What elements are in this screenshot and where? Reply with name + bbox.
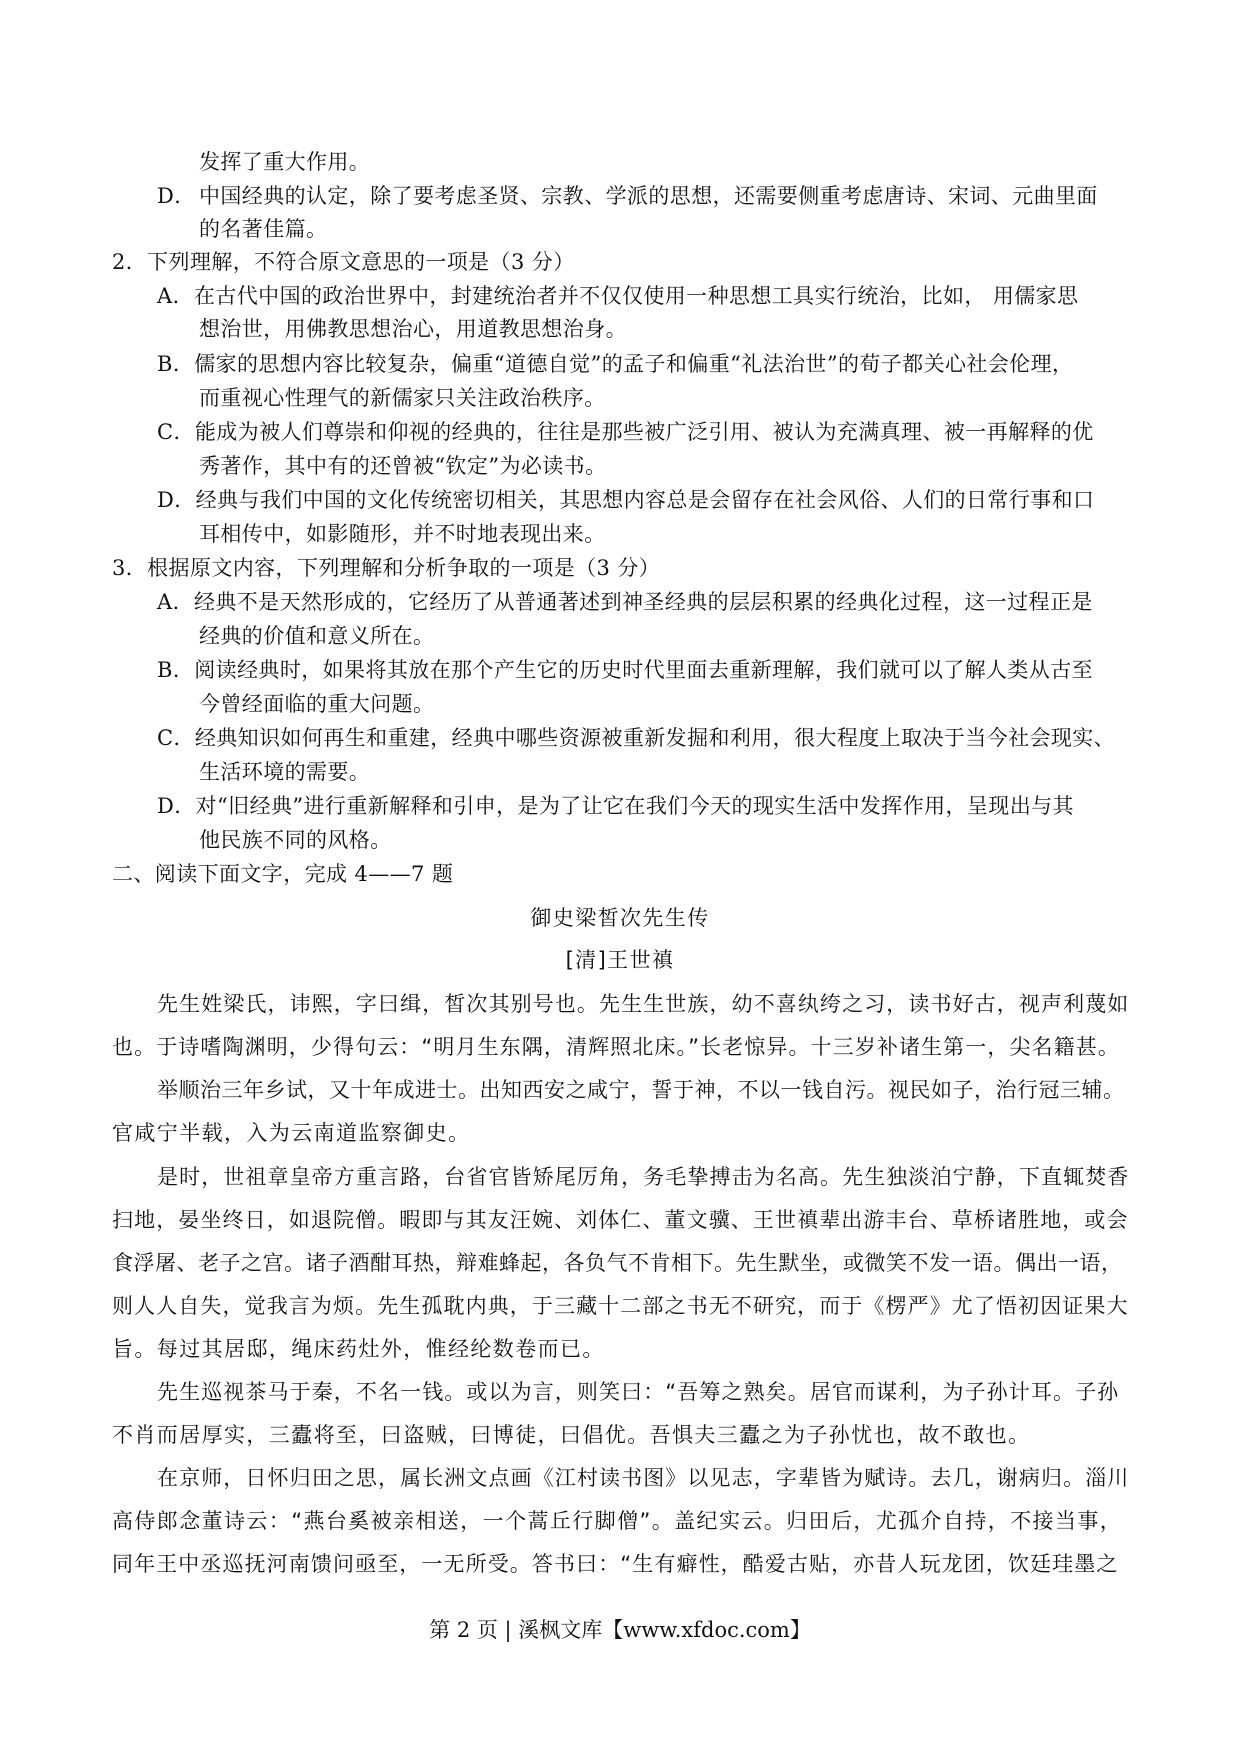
passage-line: 也。于诗嗜陶渊明，少得句云：“明月生东隅，清辉照北床。”长老惊异。十三岁补诸生第一，尖名籍甚。	[112, 1035, 1120, 1059]
q1-option-d-letter: D．	[157, 184, 196, 208]
q2-option-b-line1: B．儒家的思想内容比较复杂，偏重“道德自觉”的孟子和偏重“礼法治世”的荀子都关心社会伦理，	[157, 352, 1074, 376]
passage-author: [清]王世禛	[565, 948, 675, 972]
q3-option-c-line1: C．经典知识如何再生和重建，经典中哪些资源被重新发掘和利用，很大程度上取决于当今社会现实、	[157, 726, 1116, 750]
passage-line: 先生巡视茶马于秦，不名一钱。或以为言，则笑曰：“吾筹之熟矣。居官而谋利，为子孙计耳。子孙	[157, 1380, 1120, 1404]
q2-option-d-line1: D．经典与我们中国的文化传统密切相关，其思想内容总是会留存在社会风俗、人们的日常行事和口	[157, 488, 1095, 512]
q3-option-a-line1: A．经典不是天然形成的，它经历了从普通著述到神圣经典的层层积累的经典化过程，这一过程正是	[157, 590, 1093, 614]
passage-line: 是时，世祖章皇帝方重言路，台省官皆矫尾厉角，务毛挚搏击为名高。先生独淡泊宁静，下直辄焚香	[157, 1165, 1130, 1189]
q3-option-d-line1: D．对“旧经典”进行重新解释和引申，是为了让它在我们今天的现实生活中发挥作用，呈现出与其	[157, 794, 1074, 818]
q2-option-c-line1: C．能成为被人们尊崇和仰视的经典的，往往是那些被广泛引用、被认为充满真理、被一再解释的优	[157, 420, 1094, 444]
q3-option-b-line1: B．阅读经典时，如果将其放在那个产生它的历史时代里面去重新理解，我们就可以了解人类从古至	[157, 658, 1094, 682]
q2-option-a-line1: A．在古代中国的政治世界中，封建统治者并不仅仅使用一种思想工具实行统治，比如， 用儒家思	[157, 284, 1079, 308]
passage-line: 则人人自失，觉我言为烦。先生孤耽内典，于三藏十二部之书无不研究，而于《楞严》尤了悟初因证果大	[112, 1294, 1129, 1318]
passage-title: 御史梁皙次先生传	[530, 906, 710, 930]
q3-option-d-line2: 他民族不同的风格。	[199, 828, 392, 852]
passage-line: 不肖而居厚实，三蠹将至，曰盗贼，曰博徒，曰倡优。吾惧夫三蠹之为子孙忧也，故不敢也。	[112, 1423, 1031, 1447]
q3-option-c-line2: 生活环境的需要。	[199, 760, 371, 784]
q3-option-b-line2: 今曾经面临的重大问题。	[199, 692, 435, 716]
passage-line: 在京师，日怀归田之思，属长洲文点画《江村读书图》以见志，字辈皆为赋诗。去几，谢病归。淄川	[157, 1466, 1130, 1490]
passage-line: 官咸宁半载，入为云南道监察御史。	[112, 1121, 471, 1145]
q3-stem: 3．根据原文内容，下列理解和分析争取的一项是（3 分）	[112, 556, 661, 580]
passage-line: 高侍郎念董诗云：“燕台奚被亲相送，一个蒿丘行脚僧”。盖纪实云。归田后，尤孤介自持，不接当事，	[112, 1509, 1123, 1533]
passage-line: 先生姓梁氏，讳熙，字曰缉，皙次其别号也。先生生世族，幼不喜纨绔之习，读书好古，视声利蔑如	[157, 992, 1130, 1016]
passage-line: 食浮屠、老子之宫。诸子酒酣耳热，辩难蜂起，各负气不肯相下。先生默坐，或微笑不发一语。偶出一语，	[112, 1251, 1123, 1275]
passage-line: 举顺治三年乡试，又十年成进士。出知西安之咸宁，誓于神，不以一钱自污。视民如子，治行冠三辅。	[157, 1078, 1125, 1102]
section2-heading: 二、阅读下面文字，完成 4——7 题	[112, 862, 454, 886]
q1-option-d-line1: 中国经典的认定，除了要考虑圣贤、宗教、学派的思想，还需要侧重考虑唐诗、宋词、元曲里面	[199, 184, 1098, 208]
q2-option-a-line2: 想治世，用佛教思想治心，用道教思想治身。	[199, 317, 627, 341]
q2-option-b-line2: 而重视心性理气的新儒家只关注政治秩序。	[199, 386, 606, 410]
passage-line: 旨。每过其居邸，绳床药灶外，惟经纶数卷而已。	[112, 1337, 605, 1361]
page-footer: 第 2 页 | 溪枫文库【www.xfdoc.com】	[429, 1618, 811, 1642]
passage-line: 同年王中丞巡抚河南馈问亟至，一无所受。答书曰：“生有癖性，酷爱古贴，亦昔人玩龙团，饮廷珪墨之	[112, 1552, 1119, 1576]
q1-option-d-line2: 的名著佳篇。	[199, 217, 328, 241]
q2-option-c-line2: 秀著作，其中有的还曾被“钦定”为必读书。	[199, 454, 607, 478]
passage-line: 扫地，晏坐终日，如退院僧。暇即与其友汪婉、刘体仁、董文骥、王世禛辈出游丰台、草桥诸胜地，或会	[112, 1208, 1129, 1232]
q2-stem: 2．下列理解，不符合原文意思的一项是（3 分）	[112, 250, 575, 274]
q1-option-c-continuation: 发挥了重大作用。	[199, 150, 371, 174]
q3-option-a-line2: 经典的价值和意义所在。	[199, 624, 435, 648]
q2-option-d-line2: 耳相传中，如影随形，并不时地表现出来。	[199, 522, 606, 546]
